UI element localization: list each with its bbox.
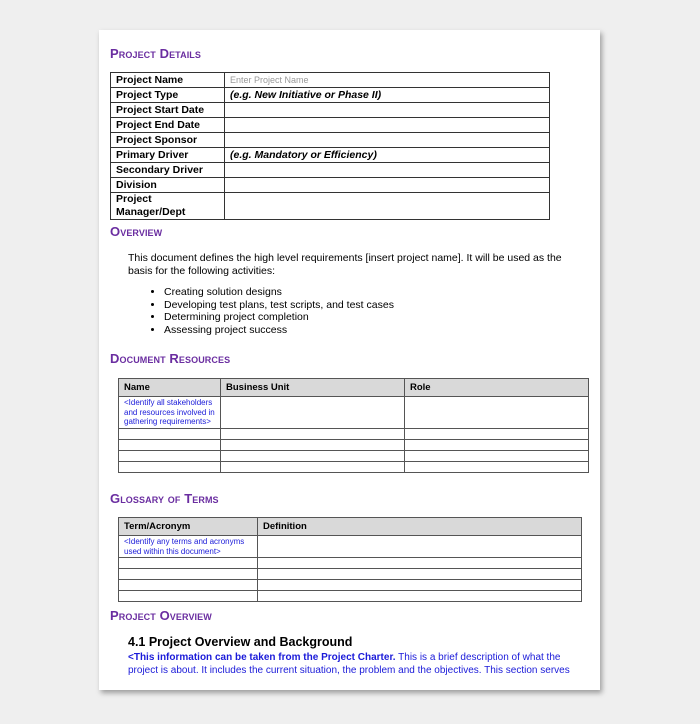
column-header-term: Term/Acronym [119, 518, 258, 536]
table-row [119, 428, 589, 439]
resources-table [118, 378, 589, 473]
detail-label: Project Sponsor [111, 133, 225, 148]
overview-background-subheading: 4.1 Project Overview and Background [128, 635, 353, 649]
column-header-name: Name [119, 379, 221, 397]
table-cell[interactable] [405, 450, 589, 461]
table-cell[interactable]: <Identify all stakeholders and resources involved in gathering requirements> [119, 397, 221, 429]
list-item: • Determining project completion [164, 311, 394, 324]
table-cell[interactable] [119, 558, 258, 569]
table-row [119, 591, 582, 602]
table-cell[interactable] [405, 428, 589, 439]
table-cell[interactable] [405, 439, 589, 450]
table-cell[interactable] [119, 450, 221, 461]
table-cell[interactable] [258, 536, 582, 558]
table-cell[interactable] [258, 569, 582, 580]
detail-label: Primary Driver [111, 148, 225, 163]
table-row [119, 536, 582, 558]
table-cell[interactable] [405, 461, 589, 472]
column-header-business-unit: Business Unit [221, 379, 405, 397]
document-page [99, 30, 600, 690]
table-row [111, 133, 550, 148]
detail-value-field[interactable] [225, 103, 550, 118]
overview-heading: Overview [110, 224, 163, 239]
table-row [111, 178, 550, 193]
list-item: • Assessing project success [164, 324, 394, 337]
project-overview-heading: Project Overview [110, 608, 212, 623]
column-header-role: Role [405, 379, 589, 397]
table-cell[interactable] [119, 569, 258, 580]
table-row [111, 193, 550, 220]
detail-value-field[interactable] [225, 118, 550, 133]
table-cell[interactable] [221, 450, 405, 461]
document-resources-heading: Document Resources [110, 351, 231, 366]
table-row [111, 103, 550, 118]
table-cell[interactable] [119, 591, 258, 602]
detail-label: Project End Date [111, 118, 225, 133]
table-cell[interactable] [221, 428, 405, 439]
table-row [119, 439, 589, 450]
table-row [111, 118, 550, 133]
table-cell[interactable] [258, 591, 582, 602]
detail-value-field[interactable] [225, 178, 550, 193]
project-details-heading: Project Details [110, 46, 202, 61]
table-row [111, 148, 550, 163]
overview-description: This is a brief description of what the project is about. It includes the current situation, the problem and the objectives. This section serves [128, 652, 570, 676]
detail-value-field[interactable] [225, 163, 550, 178]
detail-value-field[interactable] [225, 133, 550, 148]
table-cell[interactable] [258, 580, 582, 591]
overview-background-text [128, 652, 588, 677]
list-item: • Developing test plans, test scripts, and test cases [164, 299, 394, 312]
glossary-table [118, 517, 582, 602]
detail-label: Division [111, 178, 225, 193]
table-row [119, 569, 582, 580]
table-cell[interactable] [119, 461, 221, 472]
table-cell[interactable] [405, 397, 589, 429]
project-details-table [110, 72, 550, 220]
detail-label: Project Name [111, 73, 225, 88]
detail-value-field[interactable]: (e.g. New Initiative or Phase II) [225, 88, 550, 103]
list-item: • Creating solution designs [164, 286, 394, 299]
table-cell[interactable] [221, 439, 405, 450]
overview-intro: This document defines the high level requirements [insert project name]. It will be used as the basis for the following activities: [128, 252, 562, 277]
detail-label: Secondary Driver [111, 163, 225, 178]
detail-label: Project Start Date [111, 103, 225, 118]
column-header-definition: Definition [258, 518, 582, 536]
detail-value-field[interactable]: Enter Project Name [225, 73, 550, 88]
table-row [119, 397, 589, 429]
table-row [119, 558, 582, 569]
table-row [111, 73, 550, 88]
table-cell[interactable] [119, 439, 221, 450]
table-cell[interactable] [221, 461, 405, 472]
detail-label: Project Type [111, 88, 225, 103]
overview-activity-list [128, 286, 394, 336]
table-row [111, 88, 550, 103]
glossary-heading: Glossary of Terms [110, 491, 219, 506]
table-cell[interactable]: <Identify any terms and acronyms used within this document> [119, 536, 258, 558]
table-cell[interactable] [258, 558, 582, 569]
detail-value-field[interactable] [225, 193, 550, 220]
table-row [111, 163, 550, 178]
table-cell[interactable] [221, 397, 405, 429]
charter-note: <This information can be taken from the Project Charter. [128, 652, 396, 663]
table-row [119, 461, 589, 472]
table-row [119, 450, 589, 461]
table-cell[interactable] [119, 428, 221, 439]
table-cell[interactable] [119, 580, 258, 591]
table-row [119, 580, 582, 591]
detail-label: Project Manager/Dept [111, 193, 225, 220]
detail-value-field[interactable]: (e.g. Mandatory or Efficiency) [225, 148, 550, 163]
